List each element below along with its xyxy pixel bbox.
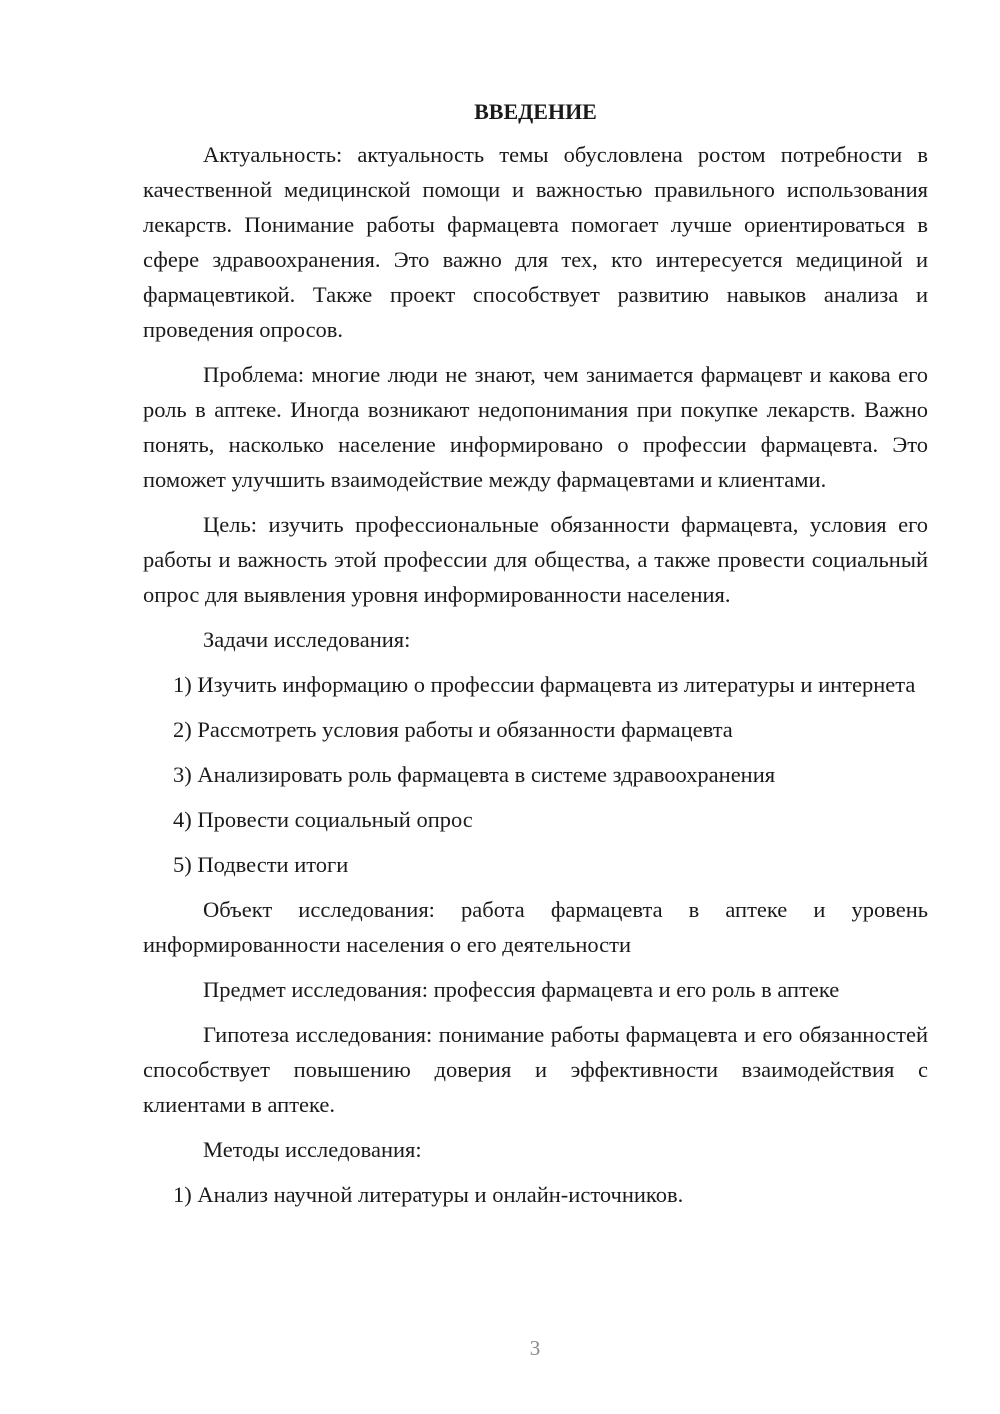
relevance-paragraph: Актуальность: актуальность темы обусловлена ростом потребности в качественной медицинской помощи и важностью правильного использования лекарств. Понимание работы фармацевта помогает лучше ориентироваться в сфере здравоохранения. Это важно для тех, кто интересуется медициной и фармацевтикой. Также проект способствует развитию навыков анализа и проведения опросов.: [143, 142, 928, 342]
task-item: 3) Анализировать роль фармацевта в системе здравоохранения: [173, 762, 776, 787]
method-item: 1) Анализ научной литературы и онлайн-источников.: [173, 1182, 684, 1207]
object-paragraph: Объект исследования: работа фармацевта в аптеке и уровень информированности населения о его деятельности: [143, 897, 928, 957]
methods-title: Методы исследования:: [203, 1137, 422, 1162]
task-item: 2) Рассмотреть условия работы и обязанности фармацевта: [173, 717, 733, 742]
task-item: 5) Подвести итоги: [173, 852, 349, 877]
goal-paragraph: Цель: изучить профессиональные обязанности фармацевта, условия его работы и важность этой профессии для общества, а также провести социальный опрос для выявления уровня информированности населения.: [143, 512, 928, 607]
subject-paragraph: Предмет исследования: профессия фармацевта и его роль в аптеке: [203, 977, 840, 1002]
task-item: 4) Провести социальный опрос: [173, 807, 473, 832]
tasks-title: Задачи исследования:: [203, 627, 411, 652]
page-number: 3: [529, 1336, 541, 1360]
section-heading: ВВЕДЕНИЕ: [474, 99, 597, 124]
task-item: 1) Изучить информацию о профессии фармацевта из литературы и интернета: [173, 672, 916, 697]
problem-paragraph: Проблема: многие люди не знают, чем занимается фармацевт и какова его роль в аптеке. Иногда возникают недопонимания при покупке лекарств. Важно понять, насколько население информировано о профессии фармацевта. Это поможет улучшить взаимодействие между фармацевтами и клиентами.: [143, 362, 928, 492]
document-page: [143, 94, 928, 1222]
hypothesis-paragraph: Гипотеза исследования: понимание работы фармацевта и его обязанностей способствует повышению доверия и эффективности взаимодействия с клиентами в аптеке.: [143, 1022, 928, 1117]
